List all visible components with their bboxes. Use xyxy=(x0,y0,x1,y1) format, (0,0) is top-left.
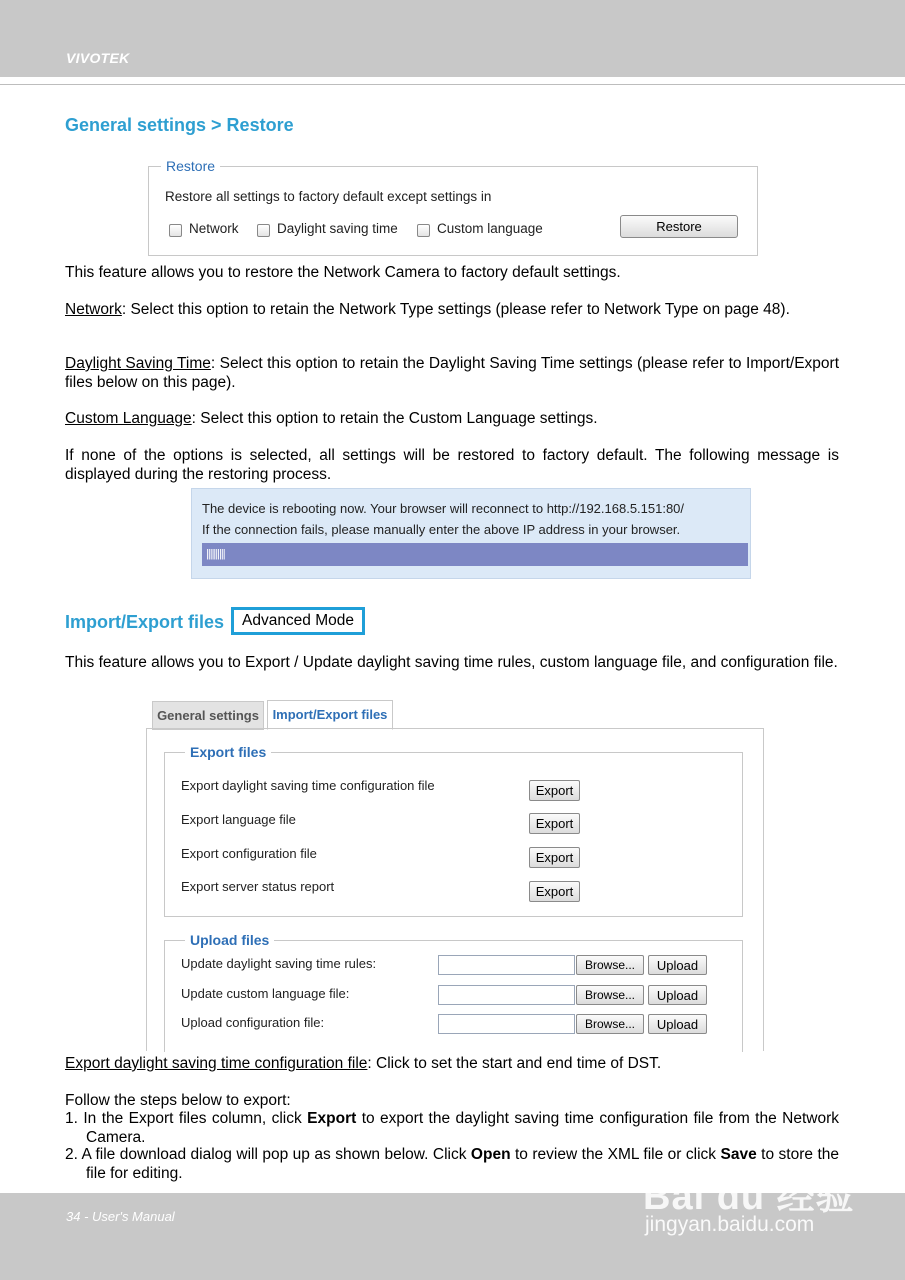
upload-dst-file-field[interactable] xyxy=(438,955,575,975)
upload-language-label: Update custom language file: xyxy=(181,986,350,1001)
step-2-text-e: to store the file for editing. xyxy=(86,1146,840,1182)
export-files-fieldset xyxy=(164,744,743,917)
section-title-restore: General settings > Restore xyxy=(65,115,294,135)
export-config-button[interactable]: Export xyxy=(529,847,580,868)
upload-language-browse-button[interactable]: Browse... xyxy=(576,985,644,1005)
restore-intro-paragraph: This feature allows you to restore the Network Camera to factory default settings. xyxy=(65,264,621,281)
reboot-progress-bar: |||||||||| xyxy=(202,543,748,566)
upload-dst-label: Update daylight saving time rules: xyxy=(181,956,377,971)
watermark-url: jingyan.baidu.com xyxy=(645,1213,815,1236)
tab-general-settings[interactable]: General settings xyxy=(152,701,264,730)
custom-language-term: Custom Language xyxy=(65,410,192,427)
follow-steps-paragraph: Follow the steps below to export: xyxy=(65,1092,291,1109)
step-2-text-a: 2. A file download dialog will pop up as shown below. Click xyxy=(65,1146,471,1163)
export-language-label: Export language file xyxy=(181,812,296,827)
step-1-text-c: to export the daylight saving time configuration file from the Network Camera. xyxy=(86,1110,839,1146)
step-1 xyxy=(65,1110,839,1147)
reboot-line-1: The device is rebooting now. Your browser will reconnect to http://192.168.5.151:80/ xyxy=(202,501,685,516)
page-header-bar xyxy=(0,0,905,77)
upload-files-legend: Upload files xyxy=(185,932,274,948)
step-2-bold-save: Save xyxy=(720,1146,757,1163)
restore-instruction: Restore all settings to factory default except settings in xyxy=(165,189,492,204)
advanced-mode-badge: Advanced Mode xyxy=(231,607,365,635)
footer-page-label: 34 - User's Manual xyxy=(66,1209,175,1224)
step-2-text-c: to review the XML file or click xyxy=(510,1146,721,1163)
brand-logo-text: VIVOTEK xyxy=(66,50,130,66)
export-dst-button[interactable]: Export xyxy=(529,780,580,801)
tab-baseline xyxy=(146,728,764,729)
export-config-label: Export configuration file xyxy=(181,846,317,861)
upload-config-browse-button[interactable]: Browse... xyxy=(576,1014,644,1034)
step-1-text-a: 1. In the Export files column, click xyxy=(65,1110,308,1127)
custom-language-checkbox-label: Custom language xyxy=(437,221,543,236)
upload-files-fieldset xyxy=(164,932,743,1052)
network-checkbox[interactable] xyxy=(169,224,182,237)
export-dst-term: Export daylight saving time configuration file xyxy=(65,1055,368,1072)
custom-language-description: : Select this option to retain the Custom Language settings. xyxy=(191,410,598,427)
export-dst-label: Export daylight saving time configuration file xyxy=(181,778,435,793)
step-2-bold-open: Open xyxy=(470,1146,511,1163)
upload-language-file-field[interactable] xyxy=(438,985,575,1005)
reboot-line-2: If the connection fails, please manually enter the above IP address in your browser. xyxy=(202,522,681,537)
network-paragraph xyxy=(65,301,839,320)
section-title-import-export: Import/Export files xyxy=(65,612,225,632)
daylight-saving-checkbox[interactable] xyxy=(257,224,270,237)
upload-config-upload-button[interactable]: Upload xyxy=(648,1014,707,1034)
step-1-bold-export: Export xyxy=(307,1110,357,1127)
export-language-button[interactable]: Export xyxy=(529,813,580,834)
upload-config-file-field[interactable] xyxy=(438,1014,575,1034)
daylight-saving-checkbox-label: Daylight saving time xyxy=(277,221,398,236)
restore-panel xyxy=(148,158,758,256)
custom-language-checkbox[interactable] xyxy=(417,224,430,237)
watermark-logo: Bai du 经验 xyxy=(643,1176,855,1218)
export-status-report-button[interactable]: Export xyxy=(529,881,580,902)
export-dst-paragraph xyxy=(65,1055,839,1074)
none-selected-paragraph: If none of the options is selected, all settings will be restored to factory default. The following message is displayed during the restoring process. xyxy=(65,447,839,483)
upload-dst-browse-button[interactable]: Browse... xyxy=(576,955,644,975)
daylight-paragraph xyxy=(65,355,839,392)
export-files-legend: Export files xyxy=(185,744,271,760)
upload-language-upload-button[interactable]: Upload xyxy=(648,985,707,1005)
network-description: : Select this option to retain the Network Type settings (please refer to Network Type on page 48). xyxy=(121,301,790,318)
panel-left-border xyxy=(146,729,147,1051)
header-divider xyxy=(0,84,905,85)
restore-button[interactable]: Restore xyxy=(620,215,738,238)
tab-import-export-files[interactable]: Import/Export files xyxy=(267,700,393,730)
daylight-term: Daylight Saving Time xyxy=(65,355,211,372)
restore-legend: Restore xyxy=(161,158,220,174)
export-status-report-label: Export server status report xyxy=(181,879,335,894)
reboot-message-box xyxy=(191,488,751,579)
daylight-description: : Select this option to retain the Daylight Saving Time settings (please refer to Import/Export files below on this page). xyxy=(65,355,839,391)
panel-right-border xyxy=(763,729,764,1051)
import-export-intro-paragraph: This feature allows you to Export / Update daylight saving time rules, custom language file, and configuration file. xyxy=(65,654,838,671)
network-term: Network xyxy=(65,301,122,318)
network-checkbox-label: Network xyxy=(189,221,239,236)
upload-config-label: Upload configuration file: xyxy=(181,1015,325,1030)
upload-dst-upload-button[interactable]: Upload xyxy=(648,955,707,975)
custom-language-paragraph xyxy=(65,410,839,429)
export-dst-description: : Click to set the start and end time of DST. xyxy=(367,1055,662,1072)
